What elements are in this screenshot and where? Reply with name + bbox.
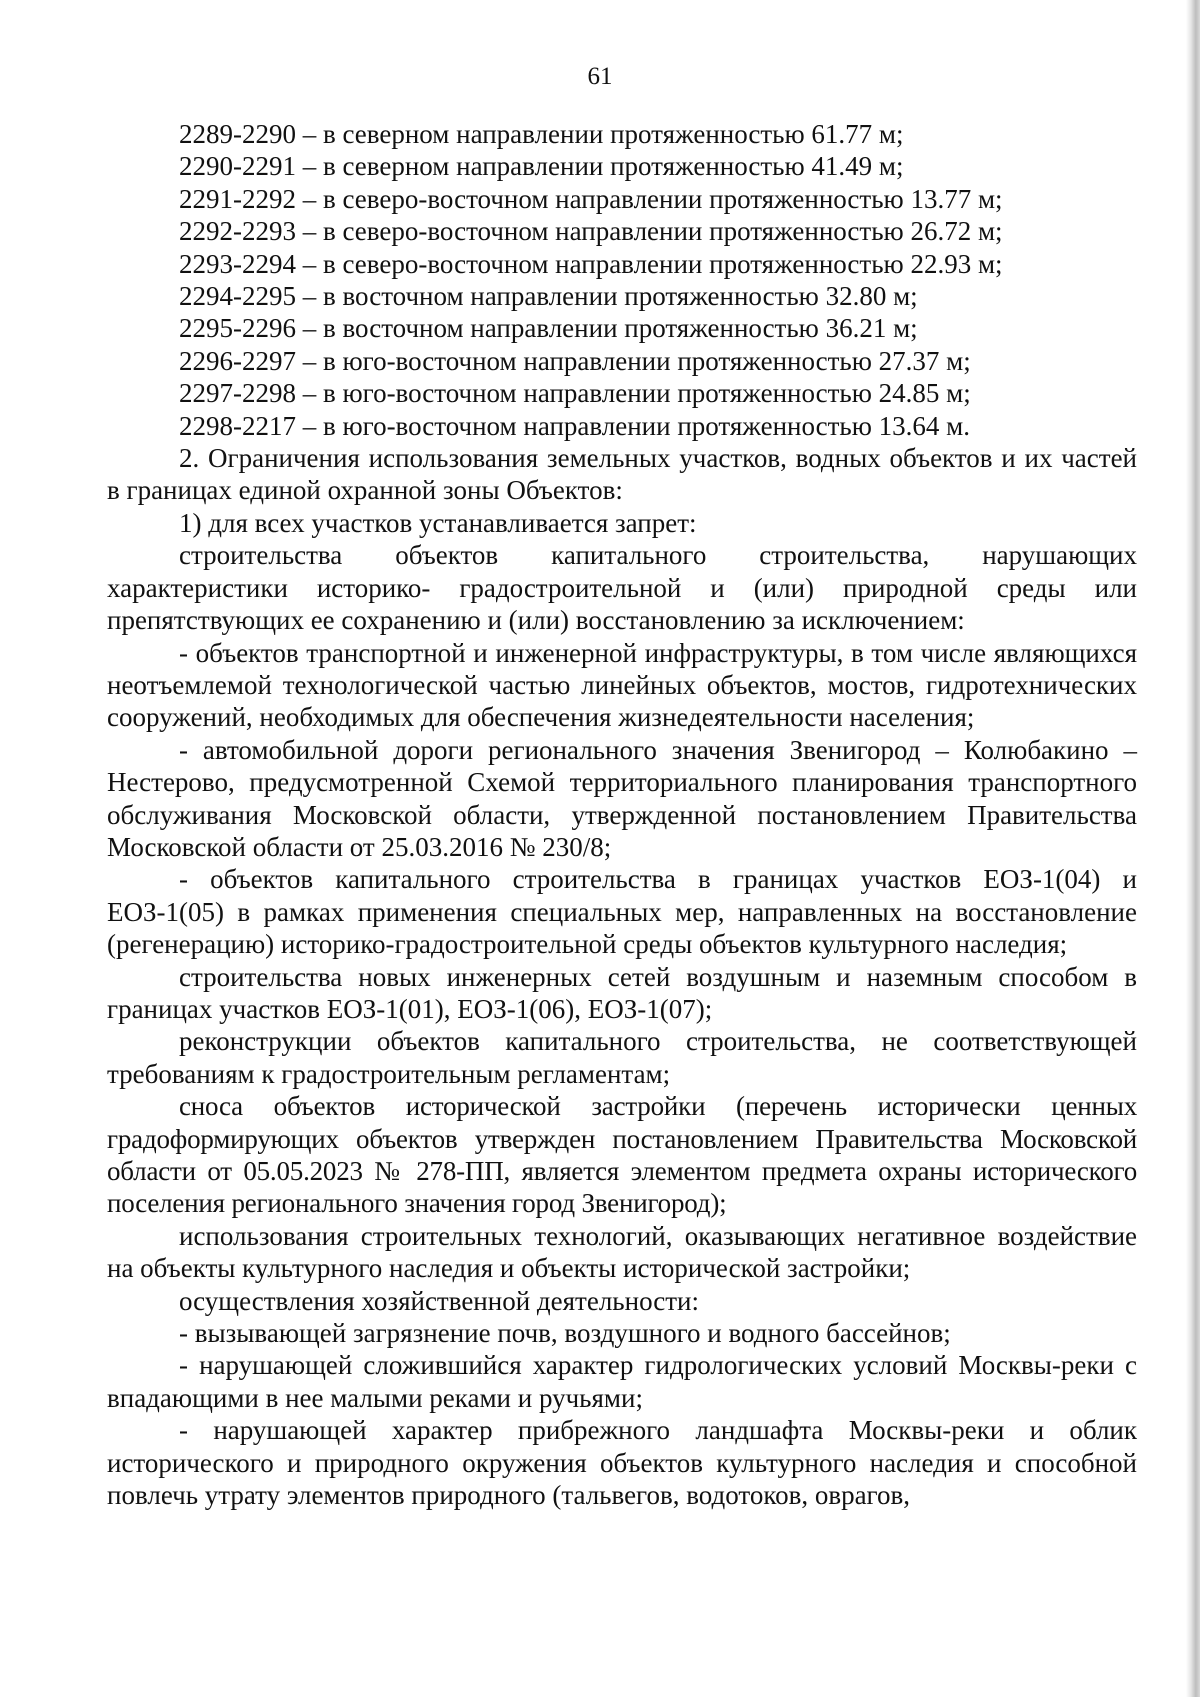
paragraph-pollution: - вызывающей загрязнение почв, воздушного и водного бассейнов; xyxy=(179,1318,951,1349)
segment-line: 2291-2292 – в северо-восточном направлении протяженностью 13.77 м; xyxy=(179,183,1003,214)
scan-edge-shadow xyxy=(1186,0,1200,1697)
paragraph-landscape: - нарушающей характер прибрежного ландшафта Москвы-реки и облик исторического и природного окружения объектов культурного наследия и способной повлечь утрату элементов природного (тальвегов, водотоков, оврагов, xyxy=(107,1415,1137,1511)
paragraph-exception-eoz: - объектов капитального строительства в границах участков ЕОЗ-1(04) и ЕОЗ-1(05) в рамках применения специальных мер, направленных на восстановление (регенерацию) историко-градостроительной среды объектов культурного наследия; xyxy=(107,864,1137,960)
segment-line: 2298-2217 – в юго-восточном направлении протяженностью 13.64 м. xyxy=(179,410,970,441)
paragraph-engineering-networks: строительства новых инженерных сетей воздушным и наземным способом в границах участков ЕОЗ-1(01), ЕОЗ-1(06), ЕОЗ-1(07); xyxy=(107,961,1137,1024)
segment-line: 2296-2297 – в юго-восточном направлении протяженностью 27.37 м; xyxy=(179,345,971,376)
paragraph-technologies: использования строительных технологий, оказывающих негативное воздействие на объекты культурного наследия и объекты исторической застройки; xyxy=(107,1220,1137,1284)
segment-line: 2293-2294 – в северо-восточном направлении протяженностью 22.93 м; xyxy=(179,248,1003,279)
paragraph-restrictions-heading: 2. Ограничения использования земельных участков, водных объектов и их частей в границах единой охранной зоны Объектов: xyxy=(107,443,1137,506)
segment-line: 2295-2296 – в восточном направлении протяженностью 36.21 м; xyxy=(179,313,918,344)
segment-line: 2292-2293 – в северо-восточном направлении протяженностью 26.72 м; xyxy=(179,216,1003,247)
paragraph-reconstruction: реконструкции объектов капитального строительства, не соответствующей требованиям к градостроительным регламентам; xyxy=(107,1026,1137,1089)
paragraph-exception-infrastructure: - объектов транспортной и инженерной инфраструктуры, в том числе являющихся неотъемлемой технологической частью линейных объектов, мостов, гидротехнических сооружений, необходимых для обеспечения жизнедеятельности населения; xyxy=(107,637,1137,733)
paragraph-hydrology: - нарушающей сложившийся характер гидрологических условий Москвы-реки с впадающими в нее малыми реками и ручьями; xyxy=(107,1350,1137,1413)
paragraph-economic-activity: осуществления хозяйственной деятельности: xyxy=(179,1285,699,1316)
segment-line: 2290-2291 – в северном направлении протяженностью 41.49 м; xyxy=(179,151,904,182)
segment-line: 2297-2298 – в юго-восточном направлении протяженностью 24.85 м; xyxy=(179,378,971,409)
paragraph-exception-road: - автомобильной дороги регионального значения Звенигород – Колюбакино – Нестерово, предусмотренной Схемой территориального планирования транспортного обслуживания Московской области, утвержденной постановлением Правительства Московской области от 25.03.2016 № 230/8; xyxy=(107,734,1137,862)
paragraph-all-plots-ban: 1) для всех участков устанавливается запрет: xyxy=(179,507,697,538)
paragraph-construction-ban: строительства объектов капитального строительства, нарушающих характеристики историко- градостроительной и (или) природной среды или препятствующих ее сохранению и (или) восстановлению за исключением: xyxy=(107,540,1137,636)
segment-line: 2289-2290 – в северном направлении протяженностью 61.77 м; xyxy=(179,119,904,149)
paragraph-demolition: сноса объектов исторической застройки (перечень исторически ценных градоформирующих объектов утвержден постановлением Правительства Московской области от 05.05.2023 № 278-ПП, является элементом предмета охраны исторического поселения регионального значения город Звенигород); xyxy=(107,1091,1137,1219)
segment-line: 2294-2295 – в восточном направлении протяженностью 32.80 м; xyxy=(179,281,918,312)
document-body xyxy=(107,118,1137,1511)
page-number: 61 xyxy=(587,63,613,90)
